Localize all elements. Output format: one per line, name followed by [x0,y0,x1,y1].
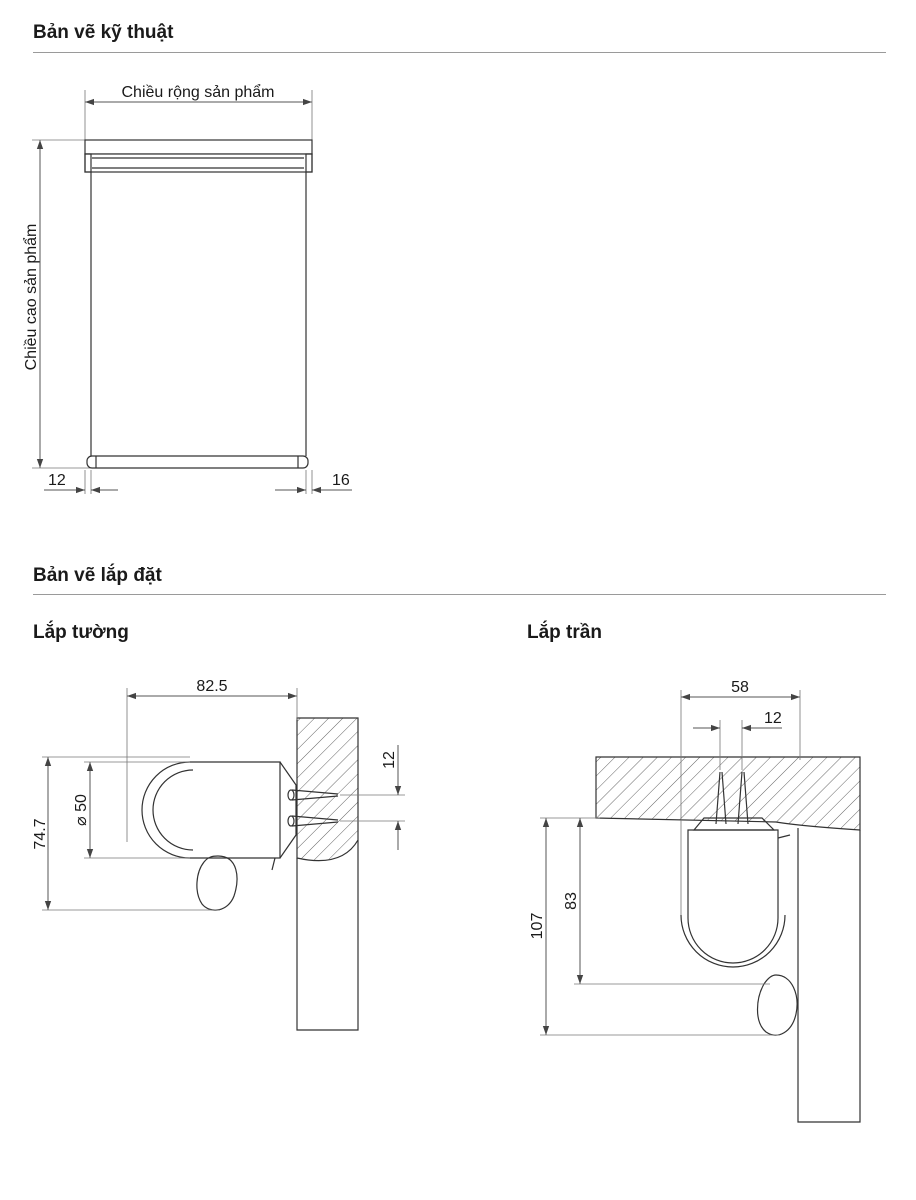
ceiling-mount-drawing [540,690,860,1122]
ceiling-width-label: 58 [731,679,749,696]
wall-mount-drawing [42,688,405,1030]
front-view-drawing [32,90,352,494]
wall-mount-title: Lắp tường [33,622,129,643]
width-label: Chiều rộng sản phẩm [121,84,275,101]
ceiling-total-height-label: 107 [529,912,546,940]
wall-depth-label: 82.5 [196,678,228,695]
technical-drawing-title: Bản vẽ kỹ thuật [33,22,174,43]
left-offset-label: 12 [48,472,66,489]
wall-diameter-label: ⌀ 50 [73,794,90,826]
ceiling-mount-title: Lắp trần [527,622,602,643]
installation-drawing-title: Bản vẽ lắp đặt [33,565,162,586]
wall-screw-spacing-label: 12 [381,751,398,769]
height-label: Chiều cao sản phẩm [23,223,40,371]
wall-height-label: 74.7 [32,818,49,850]
ceiling-screw-spacing-label: 12 [764,710,782,727]
ceiling-inner-height-label: 83 [563,892,580,910]
right-offset-label: 16 [332,472,350,489]
